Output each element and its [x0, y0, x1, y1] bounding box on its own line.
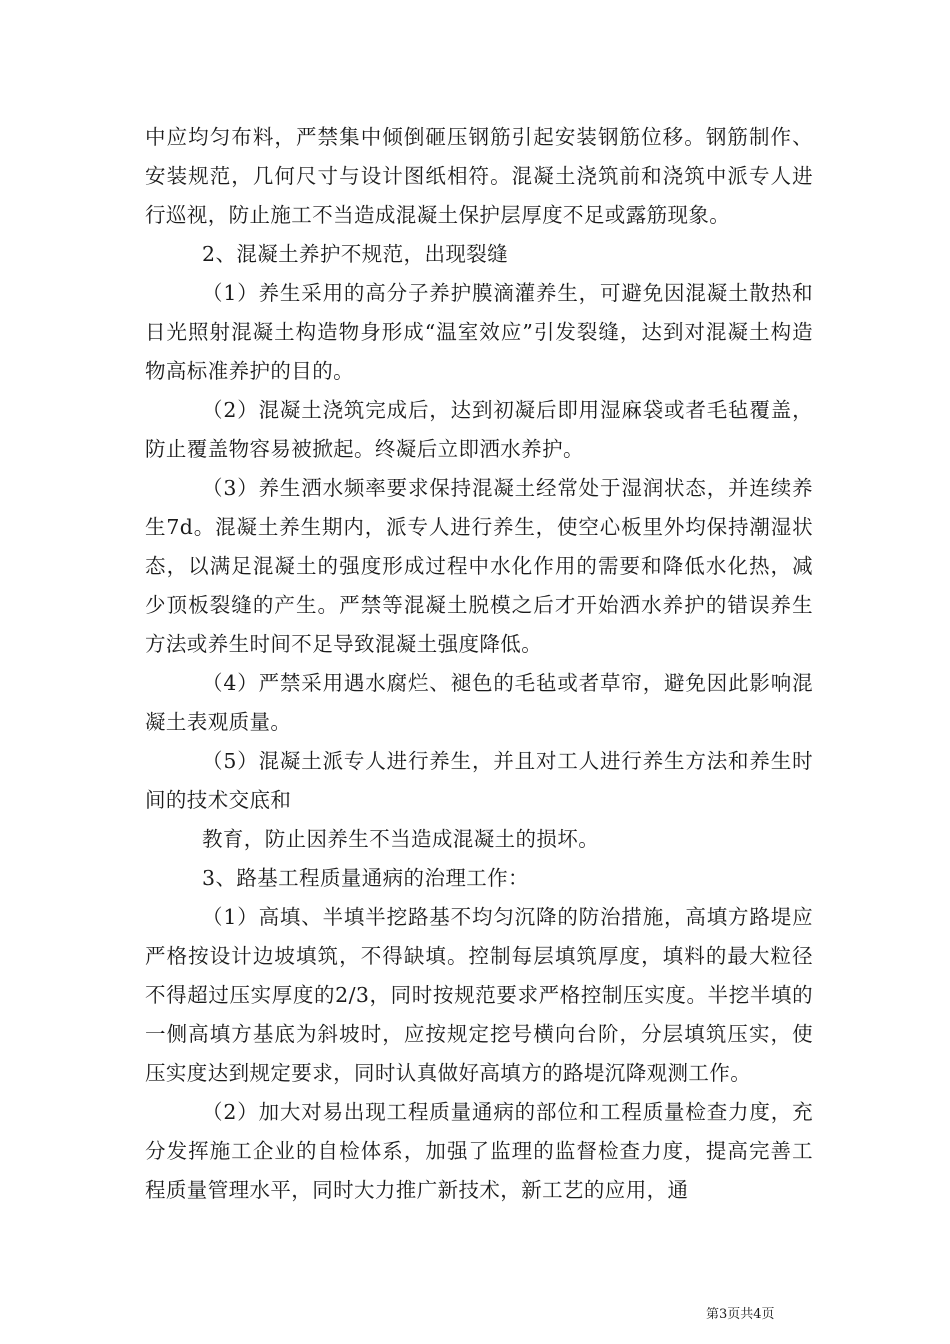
paragraph-item-2: （2）混凝土浇筑完成后，达到初凝后即用湿麻袋或者毛毡覆盖，防止覆盖物容易被掀起。终凝后立即洒水养护。 — [145, 398, 813, 461]
paragraph-continued: 中应均匀布料，严禁集中倾倒砸压钢筋引起安装钢筋位移。钢筋制作、安装规范，几何尺寸与设计图纸相符。混凝土浇筑前和浇筑中派专人进行巡视，防止施工不当造成混凝土保护层厚度不足或露筋现象。 — [145, 125, 813, 227]
paragraph-item-4: （4）严禁采用遇水腐烂、褪色的毛毡或者草帘，避免因此影响混凝土表观质量。 — [145, 671, 813, 734]
paragraph-item-1: （1）养生采用的高分子养护膜滴灌养生，可避免因混凝土散热和日光照射混凝土构造物身形成“温室效应”引发裂缝，达到对混凝土构造物高标准养护的目的。 — [145, 281, 813, 383]
paragraph-item-3-1: （1）高填、半填半挖路基不均匀沉降的防治措施，高填方路堤应严格按设计边坡填筑，不得缺填。控制每层填筑厚度，填料的最大粒径不得超过压实厚度的2/3，同时按规范要求严格控制压实度。半挖半填的一侧高填方基底为斜坡时，应按规定挖号横向台阶，分层填筑压实，使压实度达到规定要求，同时认真做好高填方的路堤沉降观测工作。 — [145, 905, 813, 1085]
section-heading-3: 3、路基工程质量通病的治理工作： — [202, 866, 529, 890]
paragraph-item-5: （5）混凝土派专人进行养生，并且对工人进行养生方法和养生时间的技术交底和 — [145, 749, 813, 812]
paragraph-item-3-2: （2）加大对易出现工程质量通病的部位和工程质量检查力度，充分发挥施工企业的自检体系，加强了监理的监督检查力度，提高完善工程质量管理水平，同时大力推广新技术，新工艺的应用，通 — [145, 1100, 813, 1202]
section-heading-2: 2、混凝土养护不规范，出现裂缝 — [202, 242, 509, 266]
paragraph-item-5-continued: 教育，防止因养生不当造成混凝土的损坏。 — [202, 827, 600, 851]
paragraph-item-3: （3）养生洒水频率要求保持混凝土经常处于湿润状态，并连续养生7d。混凝土养生期内，派专人进行养生，使空心板里外均保持潮湿状态，以满足混凝土的强度形成过程中水化作用的需要和降低水化热，减少顶板裂缝的产生。严禁等混凝土脱模之后才开始洒水养护的错误养生方法或养生时间不足导致混凝土强度降低。 — [145, 476, 813, 656]
page-body — [145, 118, 813, 1210]
page-number: 第3页共4页 — [706, 1307, 775, 1322]
